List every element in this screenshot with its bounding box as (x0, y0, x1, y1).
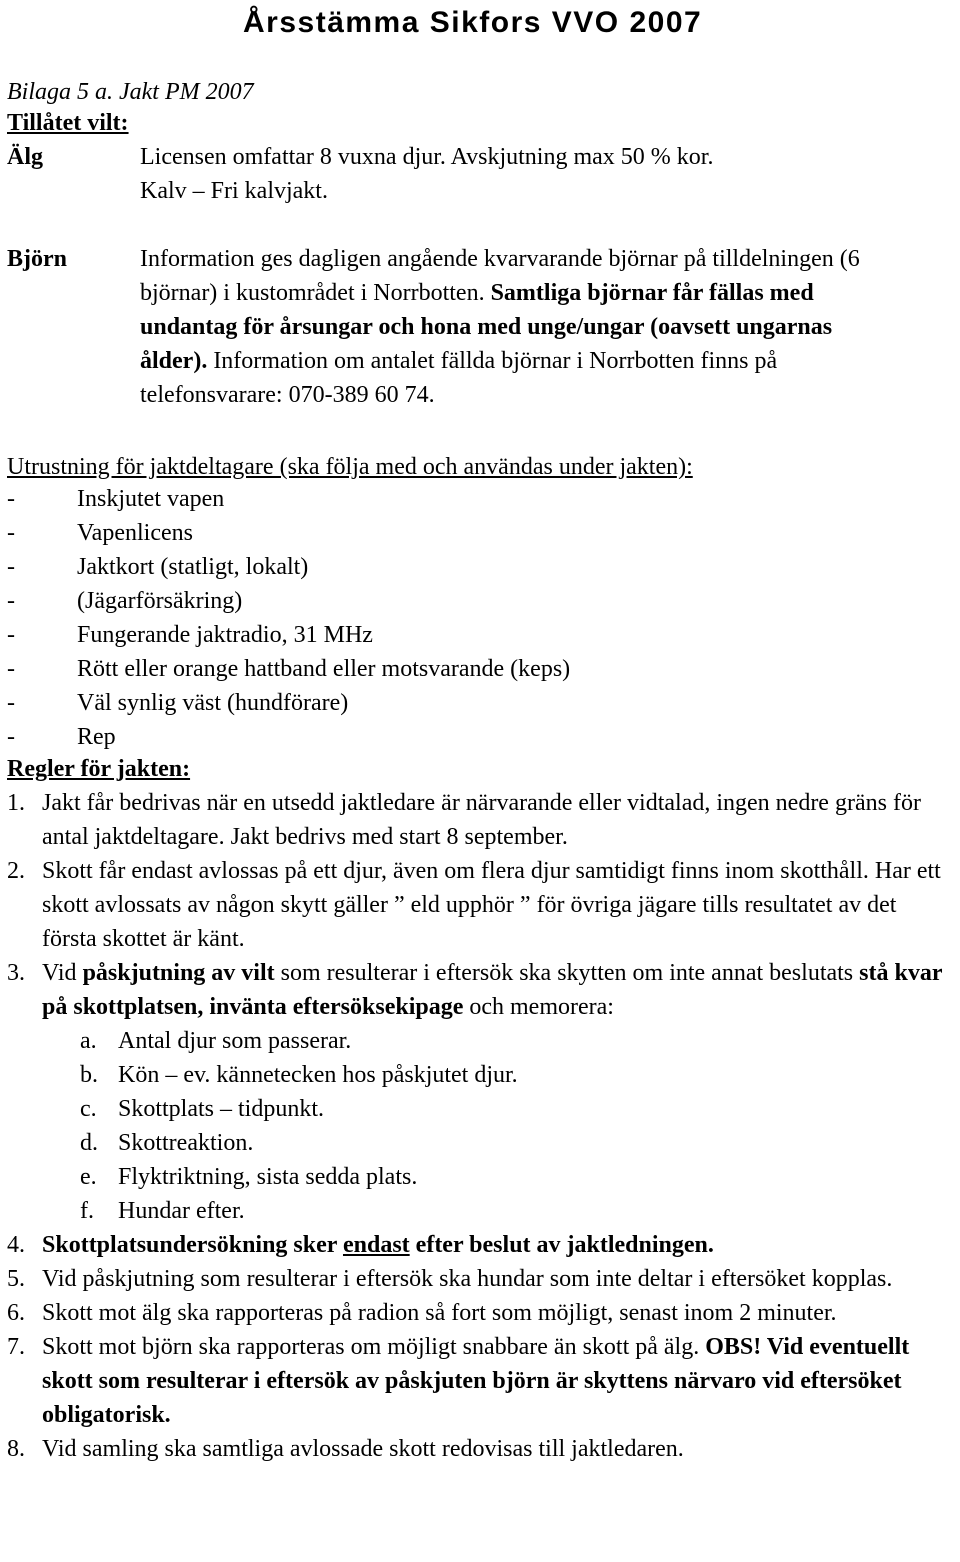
equipment-item: - (Jägarförsäkring) (7, 584, 570, 618)
sub-text: Kön – ev. kännetecken hos påskjutet djur. (118, 1062, 518, 1088)
rule-number: 2. (7, 858, 25, 884)
rule-3 (7, 956, 957, 1228)
game-name-bjorn: Björn (7, 246, 67, 272)
rule-text: Vid påskjutning som resulterar i eftersök ska hundar som inte deltar i eftersöket kopplas. (42, 1266, 893, 1292)
rules-heading: Regler för jakten: (7, 756, 191, 782)
sub-letter: c. (80, 1096, 97, 1122)
rule-number: 5. (7, 1266, 25, 1292)
sub-letter: f. (80, 1198, 94, 1224)
sub-letter: e. (80, 1164, 97, 1190)
sub-item (42, 1160, 957, 1194)
rule-7 (7, 1330, 957, 1432)
rule-3-sublist (42, 1024, 957, 1228)
bjorn-text-1: Information ges dagligen angående kvarvarande björnar på tilldelningen (6 björnar) i kustområdet i Norrbotten. (140, 246, 860, 306)
document-title: Årsstämma Sikfors VVO 2007 (243, 6, 703, 39)
bjorn-text-2: Information om antalet fällda björnar i Norrbotten finns på telefonsvarare: 070-389 60 74. (140, 348, 778, 408)
equipment-item: - Rött eller orange hattband eller motsvarande (keps) (7, 652, 570, 686)
rule-number: 1. (7, 790, 25, 816)
rule-8 (7, 1432, 957, 1466)
sub-text: Antal djur som passerar. (118, 1028, 352, 1054)
equipment-item: - Väl synlig väst (hundförare) (7, 686, 570, 720)
equipment-item: - Vapenlicens (7, 516, 570, 550)
sub-letter: b. (80, 1062, 98, 1088)
rule-number: 8. (7, 1436, 25, 1462)
rule-bold-text: Skottplatsundersökning sker (42, 1232, 343, 1258)
rule-4 (7, 1228, 957, 1262)
rule-text: Vid (42, 960, 83, 986)
rule-text: Jakt får bedrivas när en utsedd jaktledare är närvarande eller vidtalad, ingen nedre gräns för antal jaktdeltagare. Jakt bedrivs med start 8 september. (42, 790, 921, 850)
rule-text: och memorera: (463, 994, 614, 1020)
rule-bold-text: efter beslut av jaktledningen. (409, 1232, 714, 1258)
rule-text: Skott får endast avlossas på ett djur, även om flera djur samtidigt finns inom skotthåll. Har ett skott avlossats av någon skytt gäller ” eld upphör ” för övriga jägare tills resultatet av det första skottet är känt. (42, 858, 941, 952)
sub-item (42, 1194, 957, 1228)
sub-item (42, 1092, 957, 1126)
sub-text: Skottreaktion. (118, 1130, 254, 1156)
game-desc-bjorn (140, 242, 900, 412)
rule-number: 6. (7, 1300, 25, 1326)
sub-item (42, 1024, 957, 1058)
rule-bold-text: OBS! Vid eventuellt skott som resulterar i eftersök av påskjuten björn är skyttens närvaro vid eftersöket obligatorisk. (42, 1334, 910, 1428)
game-desc-alg (140, 140, 940, 208)
rules-list (7, 786, 957, 1466)
equipment-heading: Utrustning för jaktdeltagare (ska följa med och användas under jakten): (7, 454, 693, 480)
alg-line-1: Licensen omfattar 8 vuxna djur. Avskjutning max 50 % kor. (140, 144, 714, 170)
sub-text: Skottplats – tidpunkt. (118, 1096, 325, 1122)
alg-line-2: Kalv – Fri kalvjakt. (140, 178, 328, 204)
game-name-alg: Älg (7, 144, 43, 170)
sub-item (42, 1058, 957, 1092)
rule-2 (7, 854, 957, 956)
sub-letter: d. (80, 1130, 98, 1156)
document-subtitle: Bilaga 5 a. Jakt PM 2007 (7, 79, 254, 105)
equipment-item: - Rep (7, 720, 570, 754)
sub-item (42, 1126, 957, 1160)
rule-number: 4. (7, 1232, 25, 1258)
rule-number: 7. (7, 1334, 25, 1360)
equipment-item: - Jaktkort (statligt, lokalt) (7, 550, 570, 584)
rule-text: Skott mot björn ska rapporteras om möjligt snabbare än skott på älg. (42, 1334, 706, 1360)
allowed-game-heading: Tillåtet vilt: (7, 110, 129, 136)
rule-bold-text: stå kvar på skottplatsen, invänta eftersöksekipage (42, 960, 943, 1020)
equipment-item: - Inskjutet vapen (7, 482, 570, 516)
bjorn-bold-text: Samtliga björnar får fällas med undantag för årsungar och hona med unge/ungar (oavsett ungarnas ålder). (140, 280, 833, 374)
rule-number: 3. (7, 960, 25, 986)
rule-5 (7, 1262, 957, 1296)
sub-letter: a. (80, 1028, 97, 1054)
sub-text: Flyktriktning, sista sedda plats. (118, 1164, 418, 1190)
rule-6 (7, 1296, 957, 1330)
rule-bold-text: påskjutning av vilt (82, 960, 275, 986)
rule-text: som resulterar i eftersök ska skytten om inte annat beslutats (274, 960, 860, 986)
rule-text: Vid samling ska samtliga avlossade skott redovisas till jaktledaren. (42, 1436, 684, 1462)
rule-text: Skott mot älg ska rapporteras på radion så fort som möjligt, senast inom 2 minuter. (42, 1300, 837, 1326)
rule-1 (7, 786, 957, 854)
equipment-item: - Fungerande jaktradio, 31 MHz (7, 618, 570, 652)
sub-text: Hundar efter. (118, 1198, 245, 1224)
equipment-list (7, 482, 570, 754)
rule-underlined-text: endast (342, 1232, 410, 1258)
